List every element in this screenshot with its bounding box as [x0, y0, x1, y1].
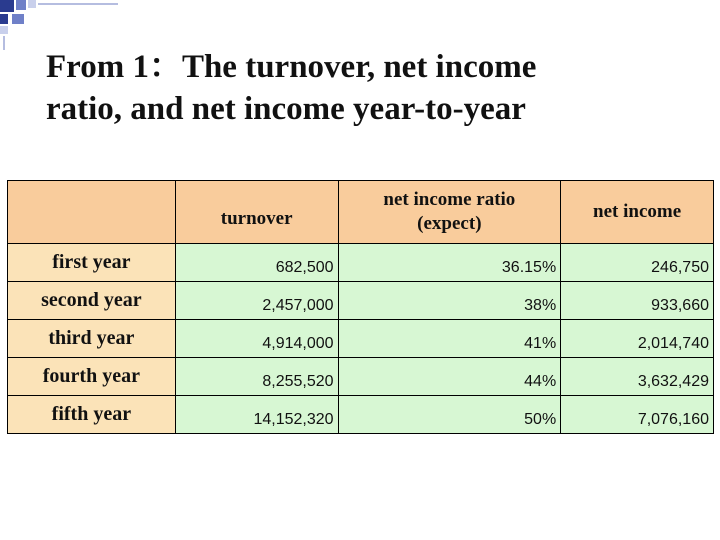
header-corner-cell [8, 181, 176, 244]
turnover-cell: 4,914,000 [175, 320, 338, 358]
ratio-cell: 36.15% [338, 244, 561, 282]
header-ratio-line1: net income ratio [383, 189, 516, 210]
row-label: second year [8, 282, 176, 320]
header-net-income-ratio [338, 181, 561, 244]
table-header-row [8, 181, 714, 244]
ratio-cell: 38% [338, 282, 561, 320]
turnover-cell: 8,255,520 [175, 358, 338, 396]
financial-table [7, 180, 714, 434]
net-income-cell: 933,660 [561, 282, 714, 320]
table-row [8, 396, 714, 434]
turnover-cell: 14,152,320 [175, 396, 338, 434]
row-label: fourth year [8, 358, 176, 396]
header-net-income-label: net income [593, 201, 682, 222]
turnover-cell: 2,457,000 [175, 282, 338, 320]
table-row [8, 320, 714, 358]
net-income-cell: 2,014,740 [561, 320, 714, 358]
ratio-cell: 50% [338, 396, 561, 434]
slide-title-line1: From 1：The turnover, net income [46, 49, 537, 85]
decorative-squares [0, 0, 120, 50]
ratio-cell: 44% [338, 358, 561, 396]
net-income-cell: 3,632,429 [561, 358, 714, 396]
header-turnover-label: turnover [220, 208, 293, 229]
row-label: fifth year [8, 396, 176, 434]
net-income-cell: 7,076,160 [561, 396, 714, 434]
header-turnover [175, 181, 338, 244]
table-row [8, 282, 714, 320]
net-income-cell: 246,750 [561, 244, 714, 282]
table-row [8, 244, 714, 282]
turnover-cell: 682,500 [175, 244, 338, 282]
ratio-cell: 41% [338, 320, 561, 358]
header-net-income [561, 181, 714, 244]
row-label: first year [8, 244, 176, 282]
row-label: third year [8, 320, 176, 358]
slide-title [46, 46, 686, 130]
header-ratio-line2: (expect) [417, 213, 482, 234]
table-row [8, 358, 714, 396]
slide-title-line2: ratio, and net income year-to-year [46, 91, 526, 127]
